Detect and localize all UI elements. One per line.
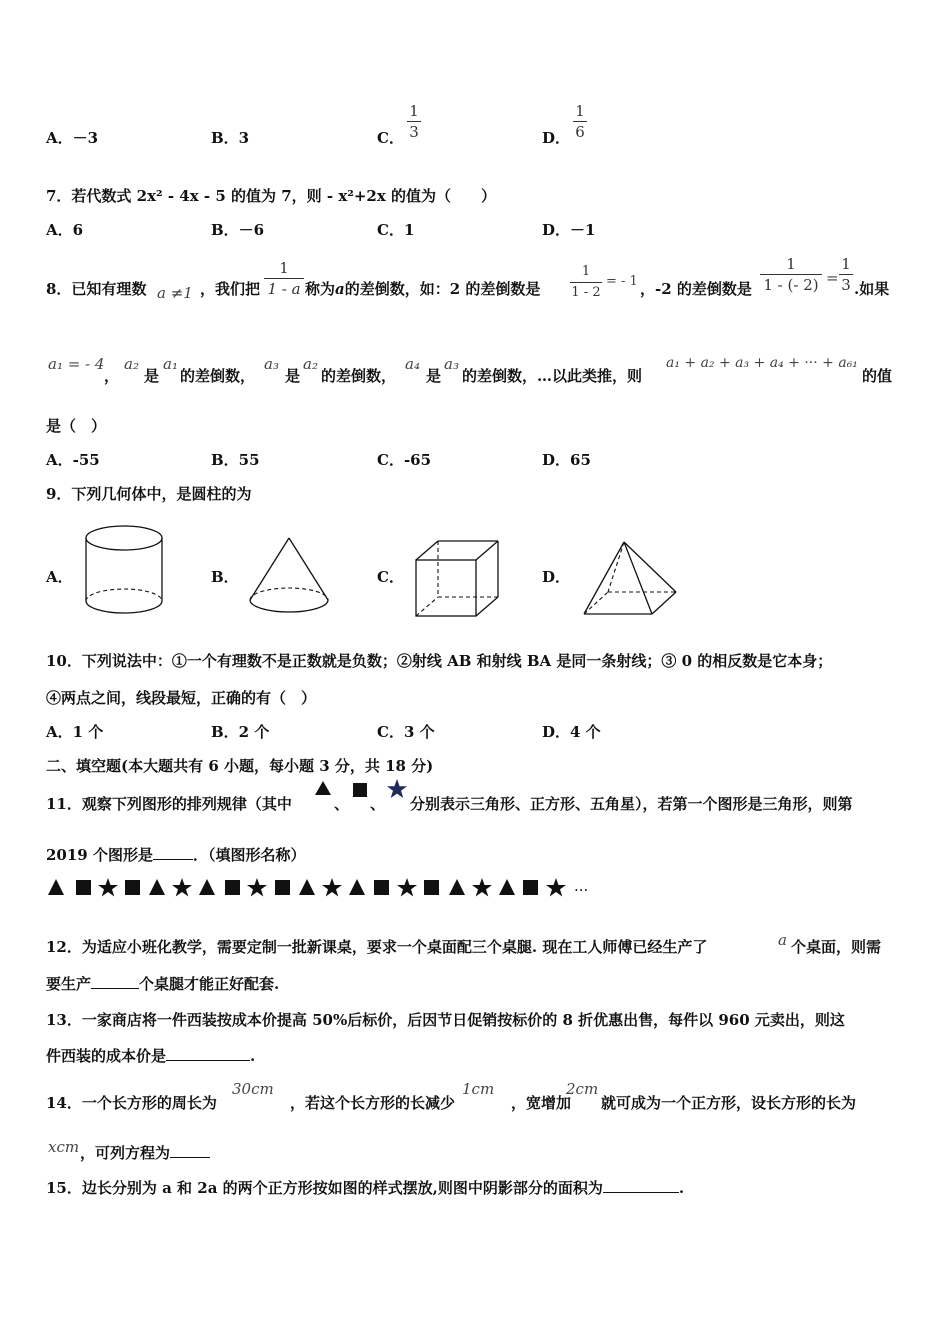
q10-option-d: D．4 个 <box>542 723 601 741</box>
shape-sequence <box>46 876 606 900</box>
q11-sep-1: 、 <box>334 795 350 813</box>
seq-triangle <box>349 879 365 895</box>
q10-option-b: B．2 个 <box>211 723 270 741</box>
seq-star <box>472 878 492 897</box>
q14-text-2: ，若这个长方形的长减少 <box>290 1094 456 1112</box>
q14-increase: 2cm <box>566 1080 599 1098</box>
q12-line-2: 要生产 个桌腿才能正好配套. <box>46 975 280 993</box>
q8-l2-t4: 是 <box>285 367 301 385</box>
seq-triangle <box>199 879 215 895</box>
q8-a2: a₂ <box>124 355 139 373</box>
q8-sum-expression: a₁ + a₂ + a₃ + a₄ + ··· + a₆₁ <box>666 355 858 371</box>
q8-a2-ref: a₂ <box>303 355 318 373</box>
q11-sep-2: 、 <box>370 795 386 813</box>
pyramid-figure <box>578 538 682 620</box>
q14-var-x: xcm <box>48 1138 80 1156</box>
seq-square <box>374 880 389 895</box>
q10-line-1: 10．下列说法中：①一个有理数不是正数就是负数；②射线 AB 和射线 BA 是同一条射线；③ 0 的相反数是它本身； <box>46 652 833 670</box>
seq-star <box>546 878 566 897</box>
q8-l2-t3: 的差倒数， <box>180 367 256 385</box>
q8-a3-ref: a₃ <box>444 355 459 373</box>
q9-option-d: D． <box>542 568 571 586</box>
q9-stem: 9．下列几何体中，是圆柱的为 <box>46 485 252 503</box>
q7-option-d: D．－1 <box>542 221 596 239</box>
triangle-icon <box>314 780 332 796</box>
seq-square <box>424 880 439 895</box>
q8-text-1: 8．已知有理数 <box>46 280 147 298</box>
q6-c-fraction: 1 3 <box>407 102 421 141</box>
q8-text-4: ，-2 的差倒数是 <box>640 280 752 298</box>
q10-line-2: ④两点之间，线段最短，正确的有（ ） <box>46 689 317 707</box>
q8-l2-t8: 的值 <box>862 367 893 385</box>
seq-star <box>397 878 417 897</box>
q15-line-1: 15．边长分别为 a 和 2a 的两个正方形按如图的样式摆放,则图中阴影部分的面积为 . <box>46 1179 685 1197</box>
q11-text-1: 11．观察下列图形的排列规律（其中 <box>46 795 292 813</box>
section-2-heading: 二、填空题(本大题共有 6 小题，每小题 3 分，共 18 分) <box>46 757 434 775</box>
q8-text-3: 称为a的差倒数，如：2 的差倒数是 <box>305 280 541 298</box>
q6-option-b: B．3 <box>211 129 250 147</box>
seq-square <box>523 880 538 895</box>
q6-option-c: C． <box>377 129 404 147</box>
seq-triangle <box>449 879 465 895</box>
q14-perimeter: 30cm <box>232 1080 274 1098</box>
q8-option-b: B．55 <box>211 451 260 469</box>
q8-a3: a₃ <box>264 355 279 373</box>
q11-text-2: 分别表示三角形、正方形、五角星），若第一个图形是三角形，则第 <box>410 795 853 813</box>
q14-text-3: ，宽增加 <box>511 1094 572 1112</box>
q8-fraction-3-result: 1 3 <box>839 255 853 294</box>
seq-star <box>172 878 192 897</box>
q12-var-a: a <box>778 931 787 949</box>
cube-figure <box>412 538 504 620</box>
q9-option-c: C． <box>377 568 404 586</box>
seq-square <box>275 880 290 895</box>
q8-fraction-2-eq: = - 1 <box>606 274 638 289</box>
q6-d-fraction: 1 6 <box>573 102 587 141</box>
q8-a1-ref: a₁ <box>163 355 178 373</box>
q8-fraction-1: 1 1 - a <box>264 259 304 298</box>
seq-star <box>322 878 342 897</box>
q14-text-4: 就可成为一个正方形，设长方形的长为 <box>601 1094 857 1112</box>
star-icon <box>386 778 408 800</box>
q14-line-2: ，可列方程为 <box>80 1143 210 1163</box>
seq-square <box>125 880 140 895</box>
q7-option-c: C．1 <box>377 221 415 239</box>
q8-condition: a ≠1 <box>157 284 193 302</box>
seq-star <box>247 878 267 897</box>
q6-option-a: A．－3 <box>46 129 99 147</box>
sequence-ellipsis: ··· <box>574 881 589 899</box>
q9-option-a: A． <box>46 568 73 586</box>
square-icon <box>352 782 368 798</box>
q13-line-2: 件西装的成本价是 . <box>46 1047 256 1065</box>
q7-option-a: A．6 <box>46 221 84 239</box>
q11-line-2: 2019 个图形是 ．（填图形名称） <box>46 846 306 864</box>
q12-line-1b: 个桌面，则需 <box>791 938 882 956</box>
q12-line-1a: 12．为适应小班化教学，需要定制一批新课桌，要求一个桌面配三个桌腿. 现在工人师傅已经生产了 <box>46 938 708 956</box>
q8-text-2: ，我们把 <box>200 280 261 298</box>
q8-a4: a₄ <box>405 355 420 373</box>
q13-line-1: 13．一家商店将一件西装按成本价提高 50%后标价，后因节日促销按标价的 8 折优惠出售，每件以 960 元卖出，则这 <box>46 1011 845 1029</box>
seq-triangle <box>499 879 515 895</box>
q7-stem: 7．若代数式 2x² - 4x - 5 的值为 7，则 - x²+2x 的值为（ ） <box>46 187 497 205</box>
q8-line-3: 是（ ） <box>46 417 107 435</box>
cylinder-figure <box>82 522 168 618</box>
q10-option-c: C．3 个 <box>377 723 435 741</box>
q8-option-c: C．-65 <box>377 451 432 469</box>
seq-triangle <box>299 879 315 895</box>
q9-option-b: B． <box>211 568 239 586</box>
seq-square <box>76 880 91 895</box>
q14-text-1: 14．一个长方形的周长为 <box>46 1094 217 1112</box>
q8-l2-t6: 是 <box>426 367 442 385</box>
q7-option-b: B．－6 <box>211 221 265 239</box>
q8-fraction-3: 1 1 - (- 2) <box>760 255 822 294</box>
q8-l2-t7: 的差倒数，…以此类推，则 <box>462 367 643 385</box>
q8-a1: a₁ = - 4 <box>48 355 105 373</box>
q8-option-d: D．65 <box>542 451 591 469</box>
q10-option-a: A．1 个 <box>46 723 104 741</box>
seq-triangle <box>48 879 64 895</box>
q14-decrease: 1cm <box>462 1080 495 1098</box>
q8-fraction-3-eq: = <box>826 269 839 287</box>
q8-l2-t5: 的差倒数， <box>321 367 397 385</box>
q8-fraction-2: 1 1 - 2 <box>571 264 601 300</box>
q8-l2-t2: 是 <box>144 367 160 385</box>
seq-triangle <box>149 879 165 895</box>
q6-option-d: D． <box>542 129 571 147</box>
q8-text-5: .如果 <box>854 280 890 298</box>
q8-option-a: A．-55 <box>46 451 100 469</box>
seq-star <box>98 878 118 897</box>
seq-square <box>225 880 240 895</box>
cone-figure <box>246 534 334 616</box>
q8-l2-t1: ， <box>104 367 120 385</box>
